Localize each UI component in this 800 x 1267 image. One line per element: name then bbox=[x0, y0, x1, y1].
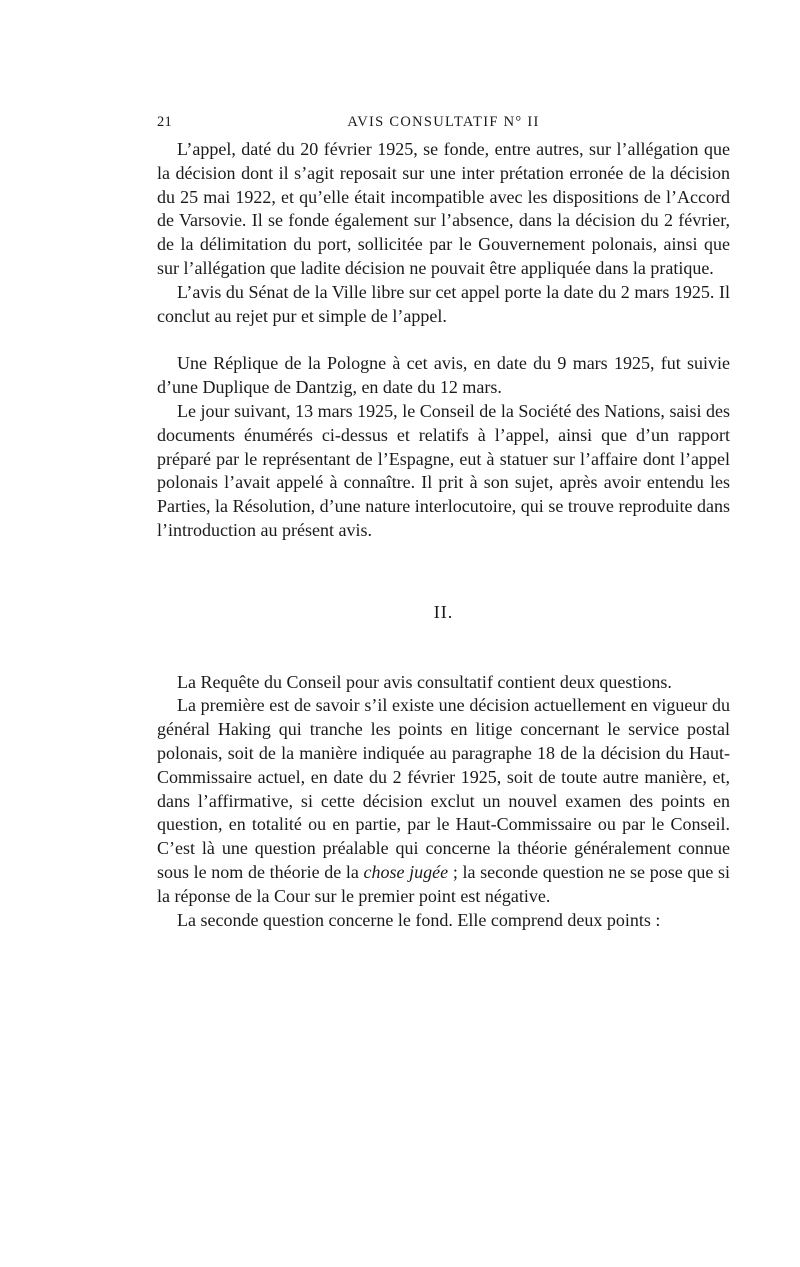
paragraph-request: La Requête du Conseil pour avis consultatif contient deux questions. bbox=[177, 671, 672, 692]
page-number: 21 bbox=[157, 114, 173, 130]
paragraph-reply: Une Réplique de la Pologne à cet avis, en date du 9 mars 1925, fut suivie d’une Duplique de Dantzig, en date du 12 mars. bbox=[157, 353, 730, 398]
paragraph-council-resolution: Le jour suivant, 13 mars 1925, le Conseil de la Société des Nations, saisi des documents énumérés ci-dessus et relatifs à l’appel, ainsi que d’un rapport préparé par le représentant de l’Espagne, eut à statuer sur l’affaire dont l’appel polonais l’avait appelé à connaître. Il prit à son sujet, après avoir entendu les Parties, la Résolution, d’une nature interlocutoire, qui se trouve reproduite dans l’introduction au présent avis. bbox=[157, 400, 730, 540]
paragraph-second-question: La seconde question concerne le fond. Elle comprend deux points : bbox=[177, 909, 661, 930]
paragraph-senate-opinion: L’avis du Sénat de la Ville libre sur cet appel porte la date du 2 mars 1925. Il conclut au rejet pur et simple de l’appel. bbox=[157, 281, 730, 326]
paragraph-first-question bbox=[157, 694, 730, 908]
paragraph-appeal: L’appel, daté du 20 février 1925, se fonde, entre autres, sur l’allégation que la décision dont il s’agit reposait sur une inter prétation erronée de la décision du 25 mai 1922, et qu’elle était incompatible avec les dispositions de l’Accord de Varsovie. Il se fonde également sur l’absence, dans la décision du 2 février, de la délimitation du port, sollicitée par le Gouvernement polonais, ainsi que sur l’allégation que ladite décision ne pouvait être appliquée dans la pratique. bbox=[157, 139, 730, 278]
page-header bbox=[157, 112, 730, 132]
first-question-text-end: ; la seconde question ne se pose que si la réponse de la Cour sur le premier point est négative. bbox=[157, 861, 731, 906]
chose-jugee-italic: chose jugée bbox=[363, 861, 449, 882]
section-heading: II. bbox=[433, 601, 454, 622]
document-page bbox=[157, 112, 730, 932]
document-body bbox=[157, 138, 730, 932]
first-question-text: La première est de savoir s’il existe une décision actuellement en vigueur du général Haking qui tranche les points en litige concernant le service postal polonais, soit de la manière indiquée au paragraphe 18 de la décision du Haut-Commissaire actuel, en date du 2 février 1925, soit de toute autre manière, et, dans l’affirmative, si cette décision exclut un nouvel examen des points en question, en totalité ou en partie, par le Haut-Commissaire ou par le Conseil. C’est là une question préalable qui concerne la théorie généralement connue sous le nom de théorie de la bbox=[157, 695, 730, 882]
running-title: AVIS CONSULTATIF N° II bbox=[347, 114, 540, 130]
